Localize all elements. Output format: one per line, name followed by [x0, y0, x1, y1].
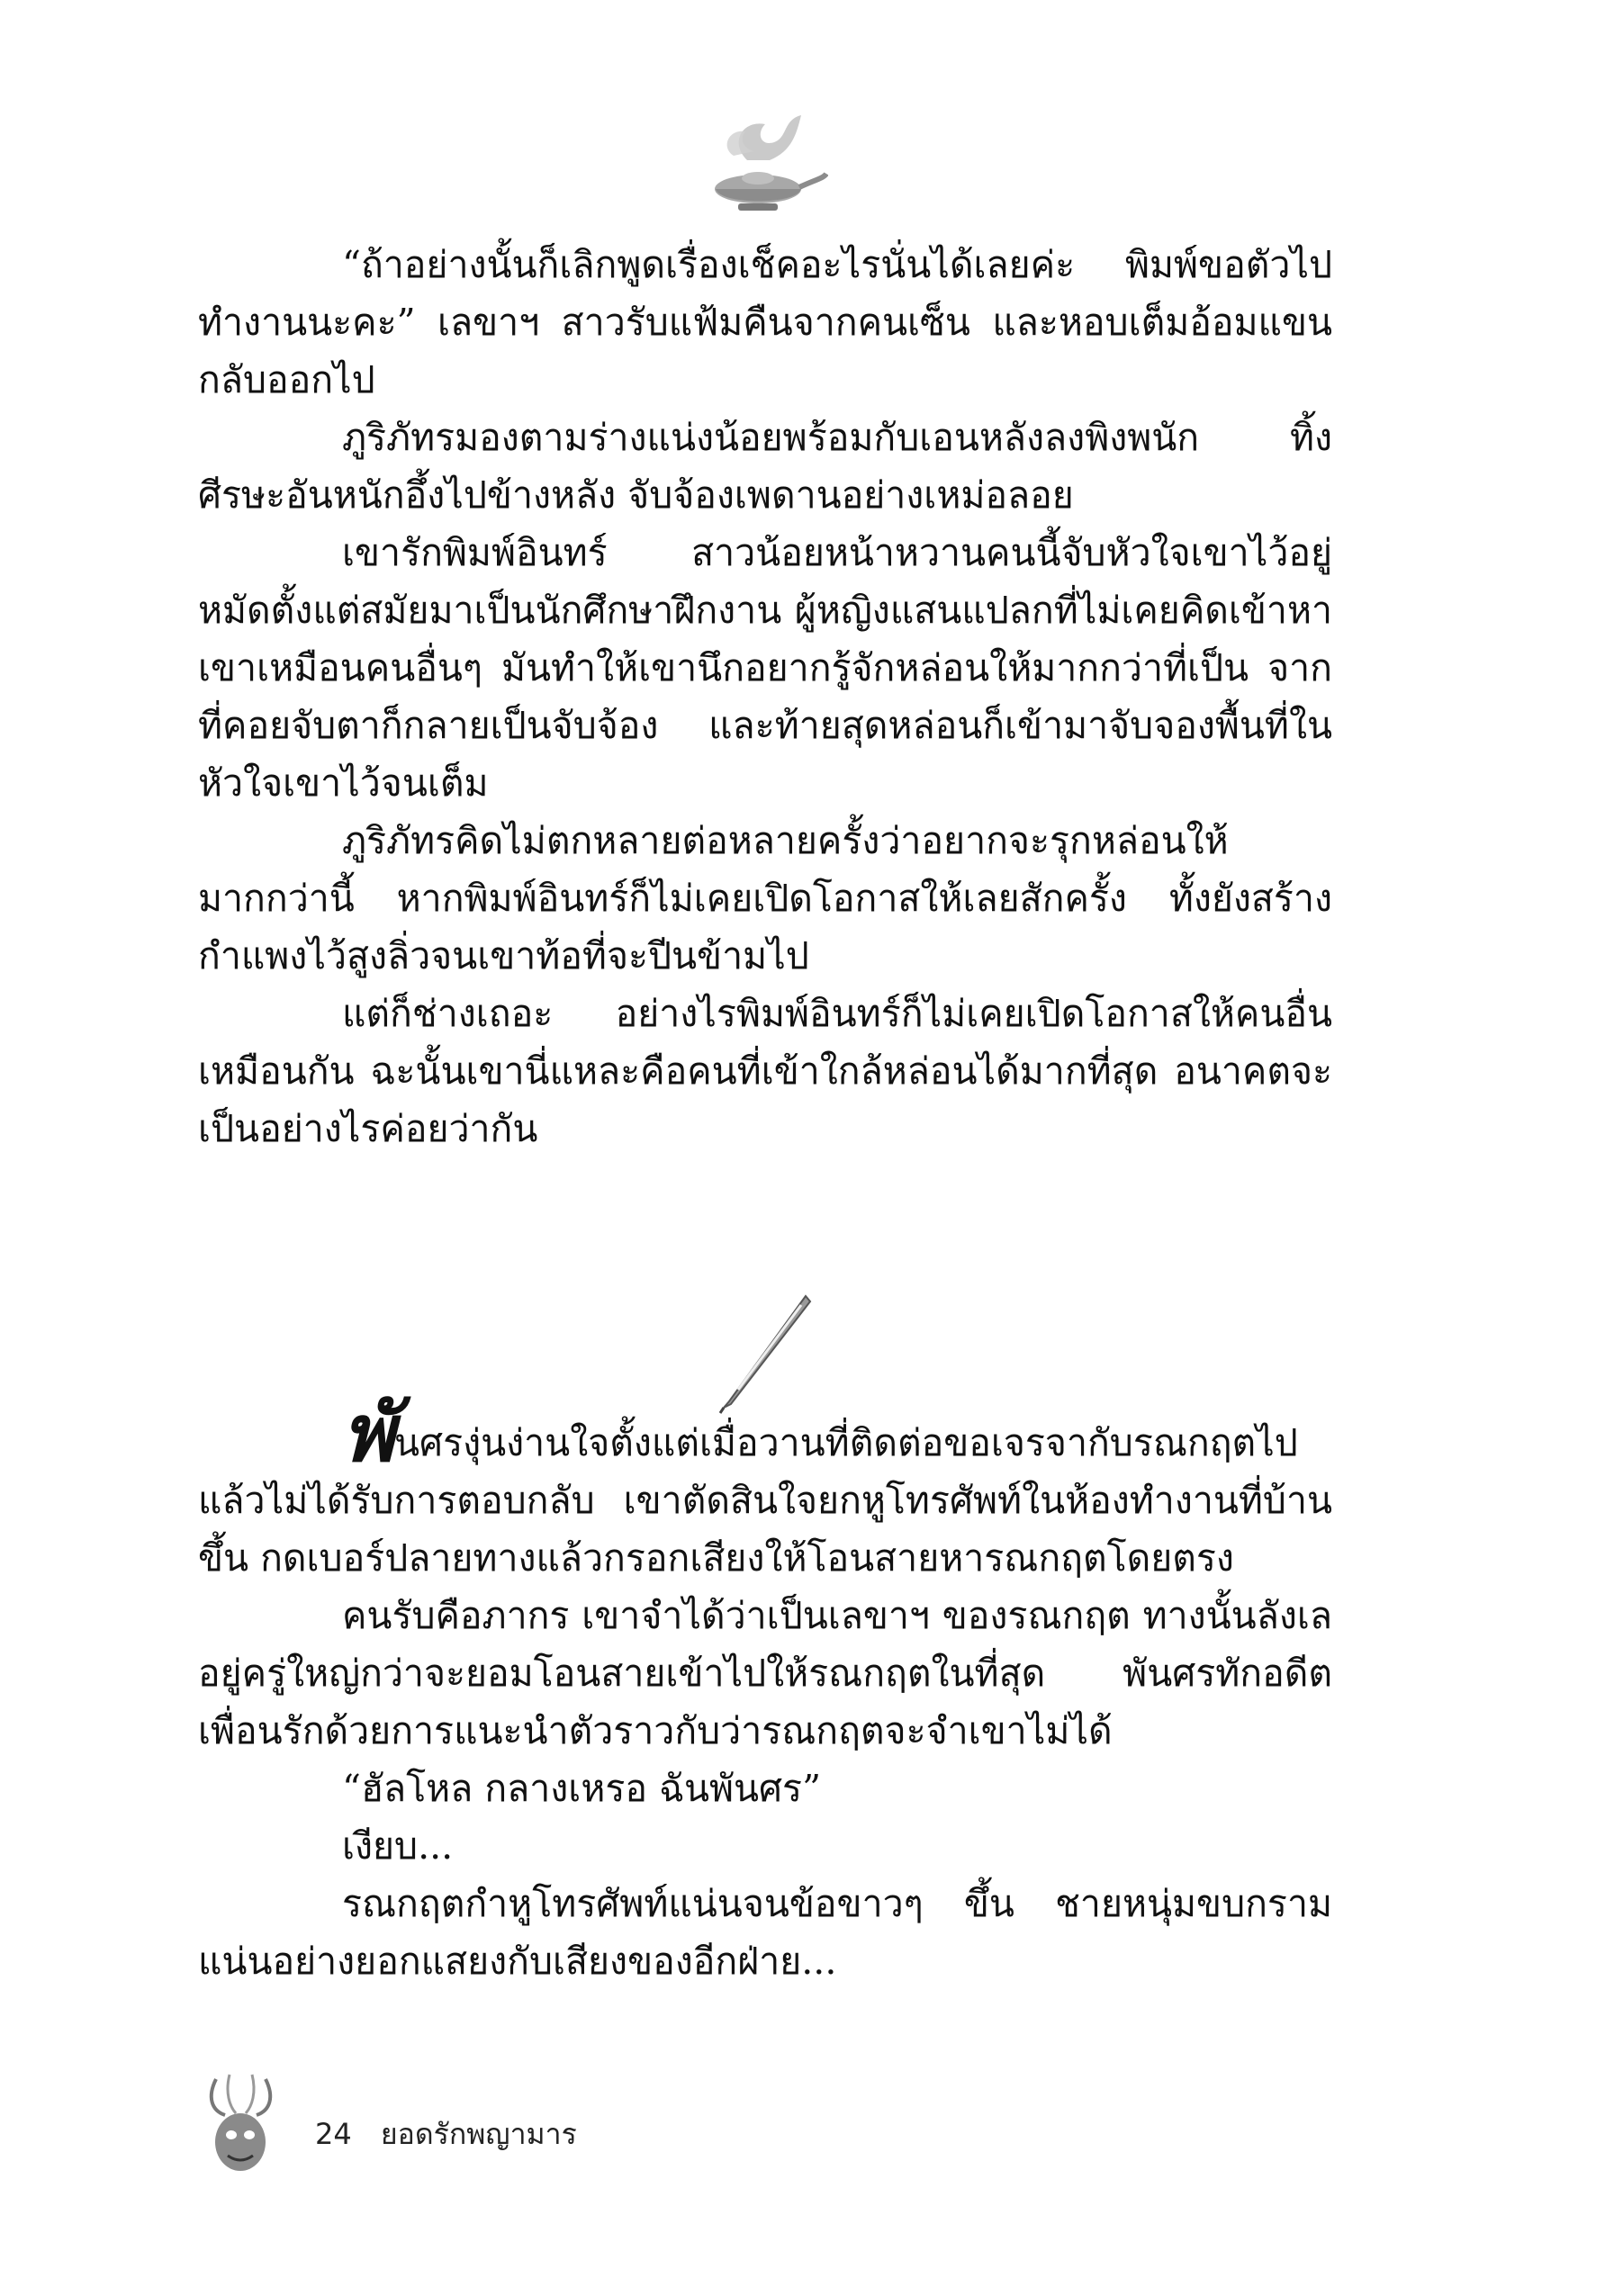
- paragraph: เขารักพิมพ์อินทร์ สาวน้อยหน้าหวานคนนี้จับหัวใจเขาไว้อยู่หมัดตั้งแต่สมัยมาเป็นนักศึกษาฝึกงาน ผู้หญิงแสนแปลกที่ไม่เคยคิดเข้าหาเขาเหมือนคนอื่นๆ มันทำให้เขานึกอยากรู้จักหล่อนให้มากกว่าที่เป็น จากที่คอยจับตาก็กลายเป็นจับจ้อง และท้ายสุดหล่อนก็เข้ามาจับจองพื้นที่ในหัวใจเขาไว้จนเต็ม: [198, 531, 1332, 805]
- paragraph: “ฮัลโหล กลางเหรอ ฉันพันศร”: [342, 1767, 822, 1810]
- text-section-top: [198, 236, 1332, 1157]
- book-title: ยอดรักพญามาร: [380, 2117, 577, 2151]
- paragraph: รณกฤตกำหูโทรศัพท์แน่นจนข้อขาวๆ ขึ้น ชายหนุ่มขบกรามแน่นอย่างยอกแสยงกับเสียงของอีกฝ่าย...: [198, 1882, 1332, 1983]
- paragraph: ภูริภัทรมองตามร่างแน่งน้อยพร้อมกับเอนหลังลงพิงพนัก ทิ้งศีรษะอันหนักอึ้งไปข้างหลัง จับจ้องเพดานอย่างเหม่อลอย: [198, 416, 1332, 517]
- genie-lamp-icon: [693, 106, 828, 223]
- demon-mask-icon: [198, 2070, 284, 2178]
- dropcap-letter: พั: [342, 1386, 395, 1480]
- page-footer: [198, 2070, 738, 2178]
- dropcap-paragraph: [198, 1386, 1332, 1587]
- footer-text: [315, 2111, 597, 2157]
- paragraph: เงียบ...: [342, 1824, 454, 1868]
- paragraph: “ถ้าอย่างนั้นก็เลิกพูดเรื่องเช็คอะไรนั่นได้เลยค่ะ พิมพ์ขอตัวไปทำงานนะคะ” เลขาฯ สาวรับแฟ้มคืนจากคนเซ็น และหอบเต็มอ้อมแขนกลับออกไป: [198, 243, 1332, 401]
- paragraph: คนรับคือภากร เขาจำได้ว่าเป็นเลขาฯ ของรณกฤต ทางนั้นลังเลอยู่ครู่ใหญ่กว่าจะยอมโอนสายเข้าไปให้รณกฤตในที่สุด พันศรทักอดีตเพื่อนรักด้วยการแนะนำตัวราวกับว่ารณกฤตจะจำเขาไม่ได้: [198, 1594, 1332, 1752]
- page-number: 24: [315, 2117, 352, 2151]
- dropcap-paragraph-text: นศรงุ่นง่านใจตั้งแต่เมื่อวานที่ติดต่อขอเจรจากับรณกฤตไปแล้วไม่ได้รับการตอบกลับ เขาตัดสินใจยกหูโทรศัพท์ในห้องทำงานที่บ้านขึ้น กดเบอร์ปลายทางแล้วกรอกเสียงให้โอนสายหารณกฤตโดยตรง: [198, 1421, 1332, 1580]
- quill-pen-icon: [711, 1289, 819, 1415]
- paragraph: ภูริภัทรคิดไม่ตกหลายต่อหลายครั้งว่าอยากจะรุกหล่อนให้มากกว่านี้ หากพิมพ์อินทร์ก็ไม่เคยเปิดโอกาสให้เลยสักครั้ง ทั้งยังสร้างกำแพงไว้สูงลิ่วจนเขาท้อที่จะปีนข้ามไป: [198, 819, 1332, 977]
- text-section-bottom: [198, 1386, 1332, 1990]
- paragraph: แต่ก็ช่างเถอะ อย่างไรพิมพ์อินทร์ก็ไม่เคยเปิดโอกาสให้คนอื่นเหมือนกัน ฉะนั้นเขานี่แหละคือคนที่เข้าใกล้หล่อนได้มากที่สุด อนาคตจะเป็นอย่างไรค่อยว่ากัน: [198, 992, 1332, 1150]
